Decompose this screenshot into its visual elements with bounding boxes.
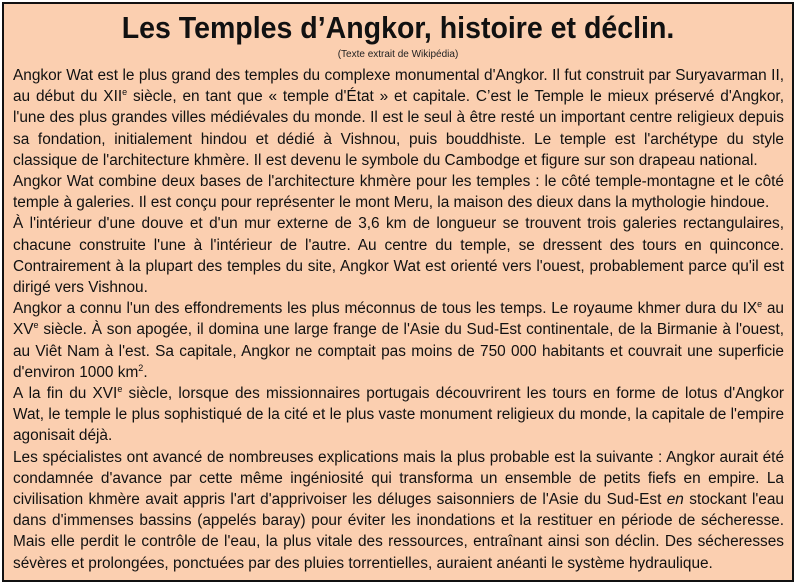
paragraph-galleries: À l'intérieur d'une douve et d'un mur externe de 3,6 km de longueur se trouvent trois galeries rectangulaires, chacune construite l'une à l'intérieur de l'autre. Au centre du temple, se dressent des tours en quinconce. Contrairement à la plupart des temples du site, Angkor Wat est orienté vers l'ouest, probablement parce qu'il est dirigé vers Vishnou. [13, 215, 784, 297]
paragraph-text: A la fin du XVI [13, 385, 118, 403]
paragraph-text: Angkor a connu l'un des effondrements les plus méconnus de tous les temps. Le royaume khmer dura du IX [13, 300, 758, 318]
paragraph-text: siècle, en tant que « temple d'État » et capitale. C’est le Temple le mieux préservé d'Angkor, l'une des plus grandes villes médiévales du monde. Il est le seul à être resté un important centre religieux depuis sa fondation, initialement hindou et dédié à Vishnou, puis bouddhiste. Le temple est l'archétype du style classique de l'architecture khmère. Il est devenu le symbole du Cambodge et figure sur son drapeau national. [13, 88, 784, 169]
superscript: 2 [138, 362, 144, 373]
paragraph-text: Les spécialistes ont avancé de nombreuses explications mais la plus probable est la suivante : Angkor aurait été condamnée d'avance par cette même ingéniosité qui transforma un ensemble de petits fiefs en empire. La civilisation khmère avait appris l'art d'apprivoiser les déluges saisonniers de l'Asie du Sud-Est [13, 448, 784, 509]
document-body [13, 65, 784, 574]
paragraph-text: siècle. À son apogée, il domina une large frange de l'Asie du Sud-Est continentale, de la Birmanie à l'ouest, au Viêt Nam à l'est. Sa capitale, Angkor ne comptait pas moins de 750 000 habitants et couvrait une superficie d'environ 1000 km [13, 321, 784, 381]
superscript: e [757, 299, 763, 310]
document-title: Les Temples d’Angkor, histoire et déclin. [121, 10, 675, 45]
paragraph-decline-explanation [13, 447, 784, 574]
superscript: e [33, 320, 39, 331]
paragraph-angkor-wat-intro [13, 65, 784, 171]
paragraph-missionaries [13, 383, 784, 447]
emphasis-text: en [666, 491, 684, 509]
paragraph-text: siècle, lorsque des missionnaires portugais découvrirent les tours en forme de lotus d'Angkor Wat, le temple le plus sophistiqué de la cité et le plus vaste monument religieux du monde, la capitale de l'empire agonisait déjà. [13, 385, 785, 445]
paragraph-text: au XV [13, 300, 784, 339]
source-note: (Texte extrait de Wikipédia) [337, 49, 459, 60]
paragraph-text: . [143, 363, 148, 381]
paragraph-collapse [13, 298, 784, 383]
paragraph-text: stockant l'eau dans d'immenses bassins (appelés baray) pour éviter les inondations et la restituer en période de sécheresse. Mais elle perdit le contrôle de l'eau, la plus vitale des ressources, entraînant ainsi son déclin. Des sécheresses sévères et prolongées, ponctuées par des pluies torrentielles, auraient anéanti le système hydraulique. [13, 491, 784, 572]
paragraph-architecture: Angkor Wat combine deux bases de l'architecture khmère pour les temples : le côté temple-montagne et le côté temple à galeries. Il est conçu pour représenter le mont Meru, la maison des dieux dans la mythologie hindoue. [13, 173, 784, 212]
paragraph-text: Angkor Wat est le plus grand des temples du complexe monumental d'Angkor. Il fut construit par Suryavarman II, au début du XII [13, 67, 784, 106]
document-page [2, 2, 794, 582]
superscript: e [117, 383, 123, 394]
superscript: e [122, 87, 128, 98]
